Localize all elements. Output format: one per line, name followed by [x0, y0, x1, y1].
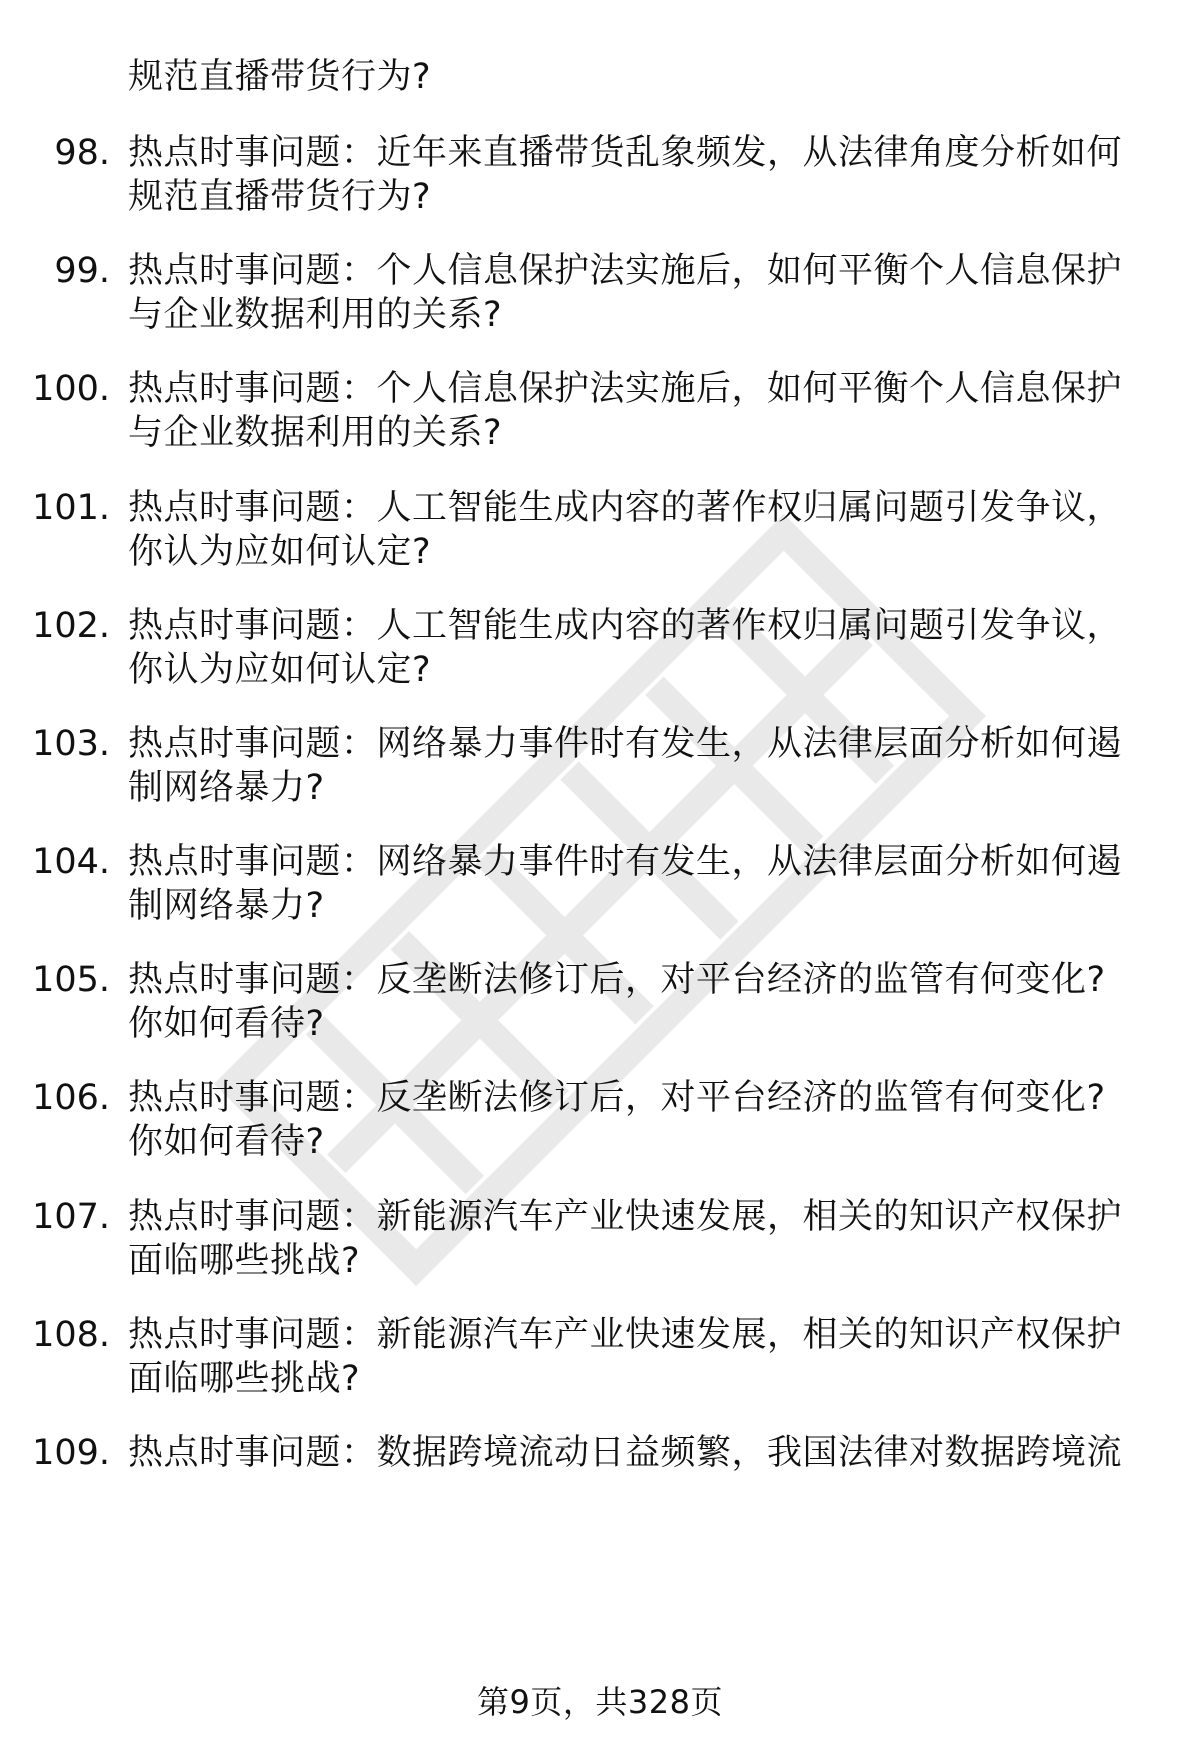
question-text-line1: 热点时事问题：反垄断法修订后，对平台经济的监管有何变化?: [128, 1078, 1106, 1118]
question-text-line1: 热点时事问题：网络暴力事件时有发生，从法律层面分析如何遏: [128, 842, 1123, 882]
question-number: 102.: [32, 606, 110, 646]
question-text-line1: 热点时事问题：网络暴力事件时有发生，从法律层面分析如何遏: [128, 724, 1123, 764]
question-text-line1: 热点时事问题：人工智能生成内容的著作权归属问题引发争议，: [128, 488, 1123, 528]
question-text-line2: 你认为应如何认定?: [128, 532, 432, 572]
question-text-line1: 热点时事问题：个人信息保护法实施后，如何平衡个人信息保护: [128, 369, 1123, 409]
question-number: 104.: [32, 842, 110, 882]
question-text-line2: 面临哪些挑战?: [128, 1359, 361, 1399]
question-text-line2: 规范直播带货行为?: [128, 177, 432, 217]
question-text-line2: 与企业数据利用的关系?: [128, 295, 503, 335]
question-number: 106.: [32, 1078, 110, 1118]
continuation-line: 规范直播带货行为?: [128, 57, 432, 97]
question-number: 103.: [32, 724, 110, 764]
question-text-line1: 热点时事问题：近年来直播带货乱象频发，从法律角度分析如何: [128, 133, 1123, 173]
question-text-line1: 热点时事问题：新能源汽车产业快速发展，相关的知识产权保护: [128, 1197, 1123, 1237]
question-number: 109.: [32, 1433, 110, 1473]
question-number: 108.: [32, 1315, 110, 1355]
question-text-line2: 与企业数据利用的关系?: [128, 413, 503, 453]
question-text-line1: 热点时事问题：个人信息保护法实施后，如何平衡个人信息保护: [128, 251, 1123, 291]
question-text-line2: 制网络暴力?: [128, 768, 325, 808]
question-text-line2: 面临哪些挑战?: [128, 1241, 361, 1281]
question-text-line2: 制网络暴力?: [128, 886, 325, 926]
question-text-line1: 热点时事问题：反垄断法修订后，对平台经济的监管有何变化?: [128, 960, 1106, 1000]
question-number: 100.: [32, 369, 110, 409]
question-text-line1: 热点时事问题：人工智能生成内容的著作权归属问题引发争议，: [128, 606, 1123, 646]
question-text-line2: 你如何看待?: [128, 1004, 325, 1044]
page-indicator: 第9页，共328页: [477, 1683, 723, 1721]
question-text-line1: 热点时事问题：数据跨境流动日益频繁，我国法律对数据跨境流: [128, 1433, 1123, 1473]
question-number: 105.: [32, 960, 110, 1000]
question-text-line2: 你如何看待?: [128, 1122, 325, 1162]
question-number: 99.: [54, 251, 110, 291]
question-number: 101.: [32, 488, 110, 528]
question-text-line1: 热点时事问题：新能源汽车产业快速发展，相关的知识产权保护: [128, 1315, 1123, 1355]
question-number: 107.: [32, 1197, 110, 1237]
question-number: 98.: [54, 133, 110, 173]
question-text-line2: 你认为应如何认定?: [128, 650, 432, 690]
